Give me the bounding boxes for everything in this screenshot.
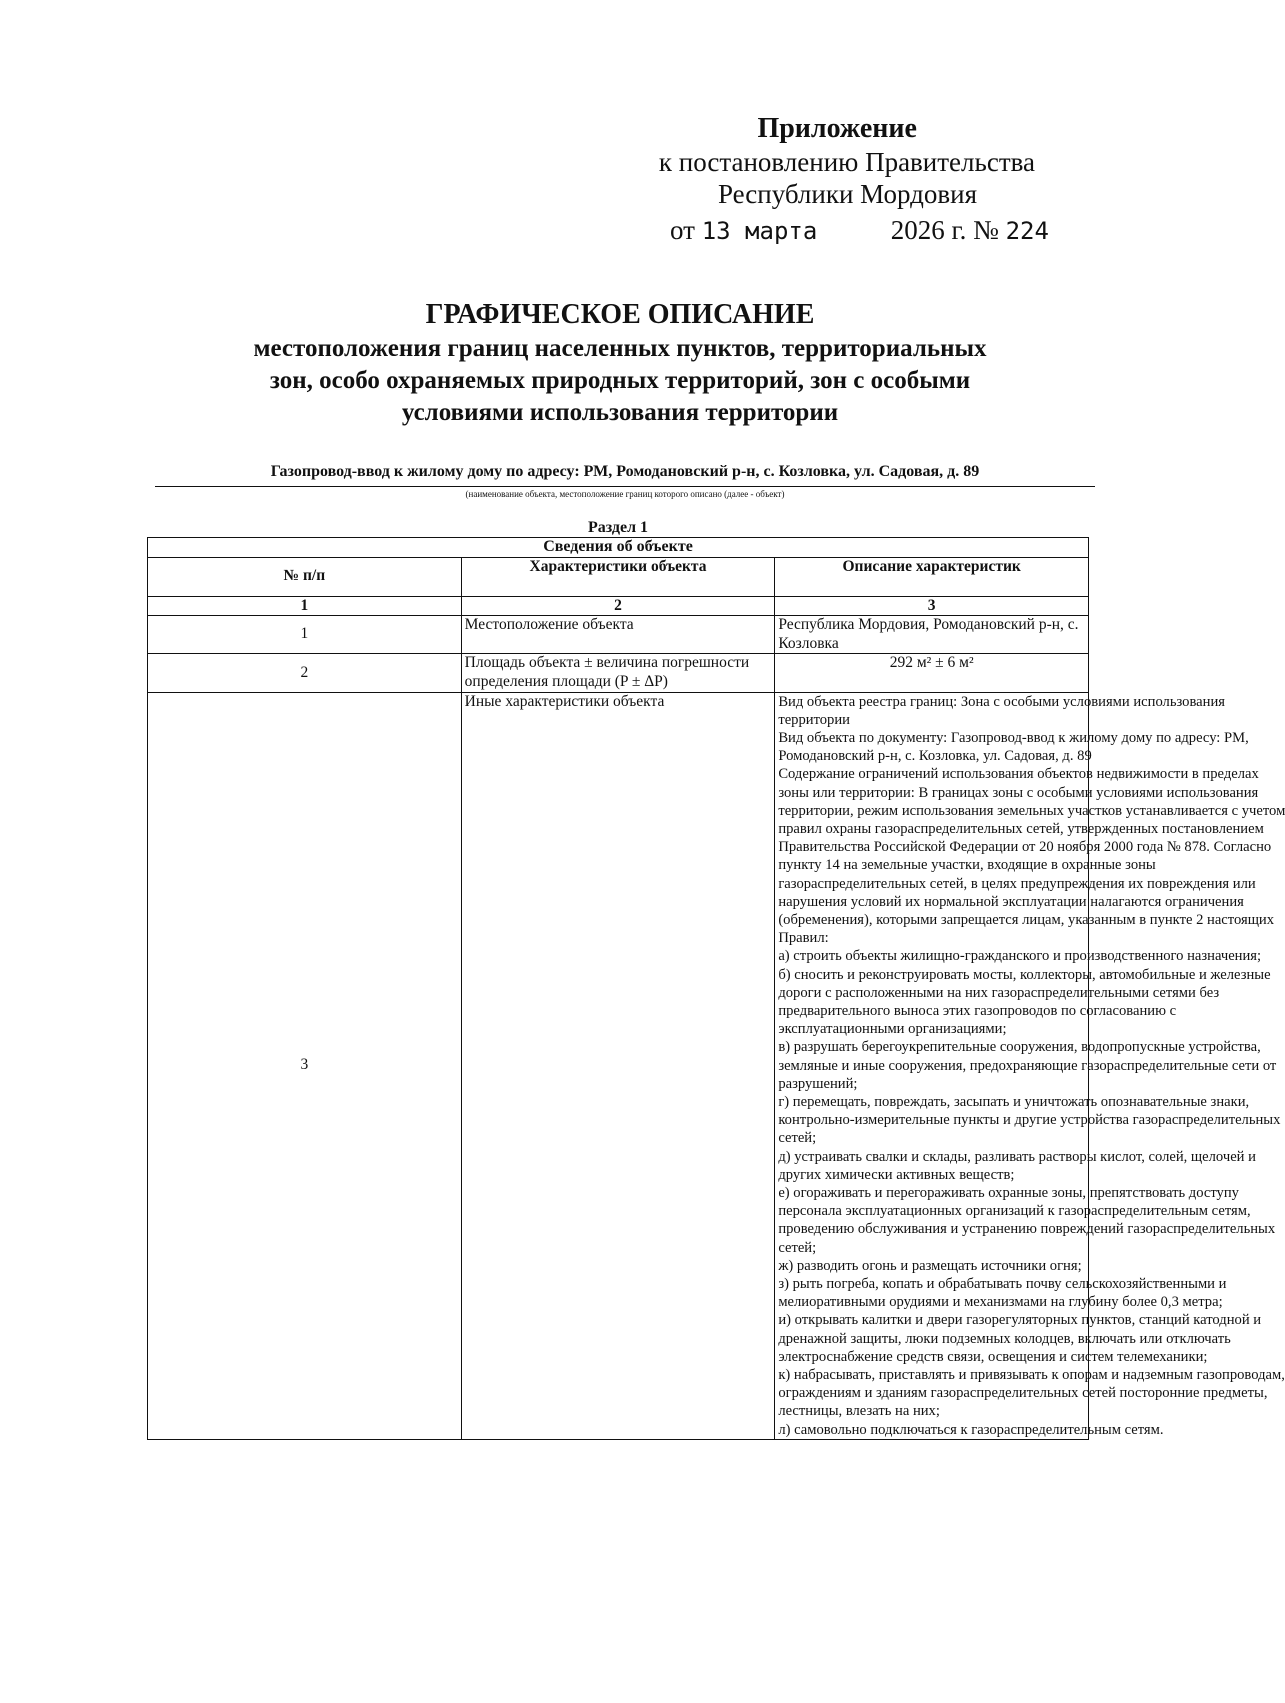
title-sub-line-1: местоположения границ населенных пунктов, территориальных bbox=[253, 335, 987, 362]
description-line: ограждениям и зданиям газораспределительных сетей посторонние предметы, bbox=[778, 1385, 1268, 1402]
document-title bbox=[150, 297, 1090, 429]
description-line: ж) разводить огонь и размещать источники огня; bbox=[778, 1257, 1082, 1274]
description-line: контрольно-измерительные пункты и другие устройства газораспределительных bbox=[778, 1112, 1281, 1129]
row-2-description: 292 м² ± 6 м² bbox=[775, 654, 1089, 692]
description-line: Ромодановский р-н, с. Козловка, ул. Садовая, д. 89 bbox=[778, 748, 1092, 765]
description-line: з) рыть погреба, копать и обрабатывать почву сельскохозяйственными и bbox=[778, 1276, 1227, 1293]
description-line: Содержание ограничений использования объектов недвижимости в пределах bbox=[778, 766, 1259, 783]
description-line: разрушений; bbox=[778, 1075, 858, 1092]
description-line: Вид объекта по документу: Газопровод-ввод к жилому дому по адресу: РМ, bbox=[778, 729, 1249, 746]
column-number-2: 2 bbox=[461, 596, 775, 616]
description-line: дороги с расположенными на них газораспределительными сетями без bbox=[778, 984, 1220, 1001]
description-line: Правительства Российской Федерации от 20 ноября 2000 года № 878. Согласно bbox=[778, 839, 1272, 856]
row-2-characteristic: Площадь объекта ± величина погрешности определения площади (P ± ΔP) bbox=[461, 654, 775, 692]
description-line: в) разрушать берегоукрепительные сооружения, водопропускные устройства, bbox=[778, 1039, 1261, 1056]
appendix-title: Приложение bbox=[757, 113, 917, 144]
description-line: дренажной защиты, люки подземных колодцев, включать или отключать bbox=[778, 1330, 1231, 1347]
description-line: д) устраивать свалки и склады, разливать растворы кислот, солей, щелочей и bbox=[778, 1148, 1256, 1165]
table-row bbox=[148, 654, 1089, 692]
row-1-num: 1 bbox=[148, 616, 462, 654]
number-value: 224 bbox=[1005, 217, 1049, 245]
table-caption: Сведения об объекте bbox=[148, 538, 1089, 558]
appendix-date-row bbox=[670, 215, 1049, 246]
description-line: электроснабжение средств связи, освещения и систем телемеханики; bbox=[778, 1348, 1208, 1365]
description-line: пункту 14 на земельные участки, входящие в охранные зоны bbox=[778, 857, 1156, 874]
table-header-row bbox=[148, 557, 1089, 596]
appendix-line-1: к постановлению Правительства bbox=[658, 147, 1035, 177]
title-main: ГРАФИЧЕСКОЕ ОПИСАНИЕ bbox=[425, 299, 815, 330]
description-line: мелиоративными орудиями и механизмами на глубину более 0,3 метра; bbox=[778, 1294, 1223, 1311]
table-row bbox=[148, 692, 1089, 1439]
object-caption: (наименование объекта, местоположение границ которого описано (далее - объект) bbox=[465, 489, 785, 499]
description-line: нарушения условий их нормальной эксплуатации налагаются ограничения bbox=[778, 893, 1244, 910]
description-line: Правил: bbox=[778, 930, 829, 947]
header-description: Описание характеристик bbox=[775, 557, 1089, 596]
appendix-line-2: Республики Мордовия bbox=[717, 179, 977, 209]
date-value: 13 марта bbox=[701, 217, 818, 245]
column-number-1: 1 bbox=[148, 596, 462, 616]
row-3-characteristic: Иные характеристики объекта bbox=[461, 692, 775, 1439]
header-num: № п/п bbox=[148, 557, 462, 596]
description-line: г) перемещать, повреждать, засыпать и уничтожать опознавательные знаки, bbox=[778, 1094, 1250, 1111]
description-line: к) набрасывать, приставлять и привязывать к опорам и надземным газопроводам, bbox=[778, 1367, 1285, 1384]
row-3-description bbox=[775, 692, 1285, 1439]
description-line: территории, режим использования земельных участков устанавливается с учетом bbox=[778, 802, 1285, 819]
description-line: правил охраны газораспределительных сетей, утвержденных постановлением bbox=[778, 820, 1264, 837]
object-underline bbox=[155, 486, 1095, 487]
description-line: б) сносить и реконструировать мосты, коллекторы, автомобильные и железные bbox=[778, 966, 1271, 983]
object-info-table bbox=[147, 537, 1285, 1440]
row-1-description: Республика Мордовия, Ромодановский р-н, с. Козловка bbox=[775, 616, 1089, 654]
description-line: л) самовольно подключаться к газораспределительным сетям. bbox=[778, 1421, 1164, 1438]
title-sub-line-2: зон, особо охраняемых природных территорий, зон с особыми bbox=[269, 367, 971, 394]
description-line: проведению обслуживания и устранению повреждений газораспределительных bbox=[778, 1221, 1276, 1238]
description-line: и) открывать калитки и двери газорегуляторных пунктов, станций катодной и bbox=[778, 1312, 1262, 1329]
description-line: е) огораживать и перегораживать охранные зоны, препятствовать доступу bbox=[778, 1185, 1239, 1202]
description-line: Вид объекта реестра границ: Зона с особыми условиями использования bbox=[778, 693, 1225, 710]
column-number-row bbox=[148, 596, 1089, 616]
description-line: сетей; bbox=[778, 1239, 817, 1256]
row-2-num: 2 bbox=[148, 654, 462, 692]
appendix-block bbox=[575, 112, 1035, 210]
table-caption-row bbox=[148, 538, 1089, 558]
description-line: зоны или территории: В границах зоны с особыми условиями использования bbox=[778, 784, 1259, 801]
description-line: (обременения), которыми запрещается лицам, указанным в пункте 2 настоящих bbox=[778, 912, 1275, 928]
title-sub-line-3: условиями использования территории bbox=[401, 399, 839, 426]
date-year: 2026 г. bbox=[890, 215, 967, 245]
header-characteristics: Характеристики объекта bbox=[461, 557, 775, 596]
column-number-3: 3 bbox=[775, 596, 1089, 616]
description-line: земляные и иные сооружения, предохраняющие газораспределительные сети от bbox=[778, 1057, 1277, 1074]
date-prefix: от bbox=[670, 215, 695, 245]
section-title: Раздел 1 bbox=[587, 519, 649, 536]
description-line: а) строить объекты жилищно-гражданского и производственного назначения; bbox=[778, 948, 1262, 965]
object-name: Газопровод-ввод к жилому дому по адресу: РМ, Ромодановский р-н, с. Козловка, ул. Садовая, д. 89 bbox=[270, 463, 980, 480]
description-line: других химически активных веществ; bbox=[778, 1166, 1015, 1183]
description-line: сетей; bbox=[778, 1130, 817, 1147]
description-line: предварительного выноса этих газопроводов по согласованию с bbox=[778, 1003, 1177, 1020]
table-row bbox=[148, 616, 1089, 654]
description-line: персонала эксплуатационных организаций к газораспределительным сетям, bbox=[778, 1203, 1251, 1220]
description-line: газораспределительных сетей, в целях предупреждения их повреждения или bbox=[778, 875, 1256, 892]
row-3-num: 3 bbox=[148, 692, 462, 1439]
description-line: эксплуатационными организациями; bbox=[778, 1021, 1007, 1038]
description-line: лестницы, влезать на них; bbox=[778, 1403, 940, 1420]
row-1-characteristic: Местоположение объекта bbox=[461, 616, 775, 654]
number-prefix: № bbox=[973, 215, 999, 245]
description-line: территории bbox=[778, 711, 850, 728]
